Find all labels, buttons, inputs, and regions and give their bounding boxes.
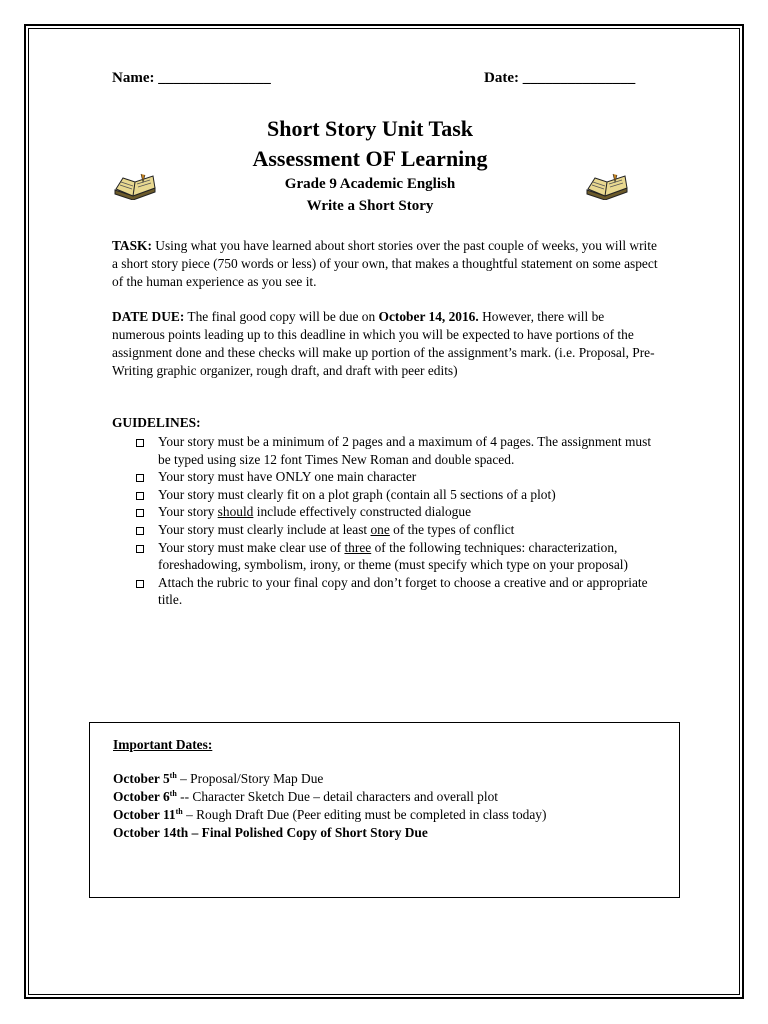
name-blank: _______________ <box>158 70 271 86</box>
important-date: October 14th – Final Polished Copy of Short Story Due <box>113 825 428 840</box>
title-line1: Short Story Unit Task <box>266 116 473 141</box>
guideline-text: of the types of conflict <box>389 521 515 537</box>
task-text: Using what you have learned about short stories over the past couple of weeks, you will write a short story piece (750 words or less) of your own, that makes a thoughtful statement on some aspect of the human experience as you see it. <box>112 238 658 289</box>
task-label: TASK: <box>112 238 152 253</box>
important-dates-heading: Important Dates: <box>113 737 213 752</box>
date-due-label: DATE DUE: <box>112 309 185 324</box>
guideline-text: Attach the rubric to your final copy and don’t forget to choose a creative and or appropriate title. <box>158 574 648 608</box>
guideline-underlined-word: should <box>217 504 254 520</box>
checkbox-bullet-icon <box>136 492 144 500</box>
date-ordinal-suffix: th <box>175 807 183 816</box>
important-date-row <box>113 788 673 806</box>
title-line3: Grade 9 Academic English <box>284 176 456 192</box>
checkbox-bullet-icon <box>136 527 144 535</box>
guideline-text: of the following techniques: characterization, foreshadowing, symbolism, irony, or theme (must specify which type on your proposal) <box>158 539 628 573</box>
date-label: Date: <box>484 70 519 86</box>
book-icon <box>113 172 157 200</box>
important-date: October 5 <box>113 771 170 786</box>
checkbox-bullet-icon <box>136 509 144 517</box>
guideline-item <box>112 468 660 486</box>
important-date-row <box>113 806 673 824</box>
guideline-item <box>112 574 660 609</box>
guideline-text: Your story must clearly include at least <box>158 521 371 537</box>
important-dates-list <box>113 770 673 842</box>
important-date-row <box>113 824 673 842</box>
date-due-text2: However, there will be numerous points leading up to this deadline in which you will be expected to have portions of the assignment done and these checks will make up portion of the assignment’s mark. (i.e. Proposal, Pre-Writing graphic organizer, rough draft, and draft with peer edits) <box>112 309 655 378</box>
guideline-text: Your story must make clear use of <box>158 539 345 555</box>
guideline-underlined-word: one <box>370 521 390 537</box>
date-blank: _______________ <box>522 70 636 86</box>
guideline-text: Your story <box>158 504 218 520</box>
date-ordinal-suffix: th <box>169 771 177 780</box>
name-label: Name: <box>112 70 155 86</box>
date-field <box>484 70 635 87</box>
date-ordinal-suffix: th <box>169 789 177 798</box>
checkbox-bullet-icon <box>136 439 144 447</box>
guideline-text: include effectively constructed dialogue <box>253 504 472 520</box>
date-due-text1: The final good copy will be due on <box>184 309 379 324</box>
guideline-text: Your story must have ONLY one main character <box>158 469 417 485</box>
guideline-item <box>112 486 660 504</box>
guideline-text: Your story must be a minimum of 2 pages and a maximum of 4 pages. The assignment must be typed using size 12 font Times New Roman and double spaced. <box>158 434 652 467</box>
guideline-item <box>112 433 660 468</box>
due-date: October 14, 2016. <box>378 309 479 324</box>
important-date-description: -- Character Sketch Due – detail characters and overall plot <box>176 789 499 804</box>
checkbox-bullet-icon <box>136 545 144 553</box>
important-date-description: – Proposal/Story Map Due <box>176 771 324 786</box>
checkbox-bullet-icon <box>136 474 144 482</box>
guidelines-list <box>112 433 660 609</box>
guideline-item <box>112 539 660 574</box>
important-date: October 11 <box>113 807 176 822</box>
important-date-description: – Rough Draft Due (Peer editing must be completed in class today) <box>182 807 547 822</box>
guideline-underlined-word: three <box>344 539 372 555</box>
guideline-item <box>112 503 660 521</box>
important-date: October 6 <box>113 789 170 804</box>
date-due-paragraph <box>112 308 660 380</box>
guidelines-heading: GUIDELINES: <box>112 415 201 430</box>
guideline-text: Your story must clearly fit on a plot graph (contain all 5 sections of a plot) <box>158 486 556 502</box>
checkbox-bullet-icon <box>136 580 144 588</box>
title-line2: Assessment OF Learning <box>252 146 488 171</box>
name-field <box>112 70 271 87</box>
title-line4: Write a Short Story <box>306 198 434 214</box>
task-paragraph <box>112 237 660 291</box>
important-date-row <box>113 770 673 788</box>
guideline-item <box>112 521 660 539</box>
book-icon <box>585 172 629 200</box>
